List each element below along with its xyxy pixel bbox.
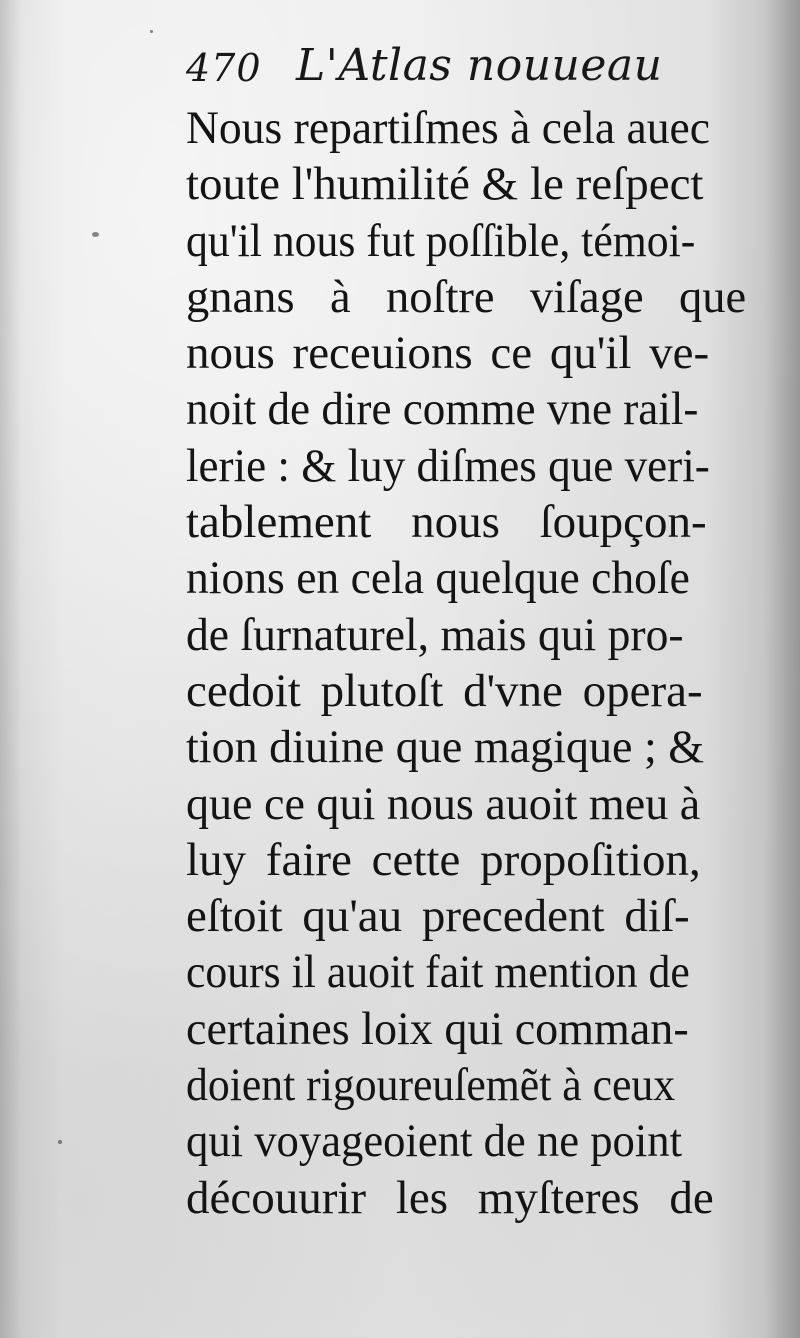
- text-line-7: [186, 438, 746, 494]
- text-line-content: certaines loix qui comman-: [186, 1002, 689, 1055]
- text-line-12: [186, 719, 746, 775]
- text-line-content: qui voyageoient de ne point: [186, 1115, 683, 1168]
- text-line-11: [186, 663, 746, 719]
- text-line-8: [186, 494, 746, 550]
- text-line-17: [186, 1001, 746, 1057]
- text-line-14: [186, 832, 746, 888]
- text-line-18: [186, 1057, 746, 1113]
- text-line-content: que ce qui nous auoit meu à: [186, 777, 701, 830]
- text-line-19: [186, 1113, 746, 1169]
- ink-speck: [58, 1140, 62, 1144]
- text-line-16: [186, 944, 746, 1000]
- text-line-content: nous receuions ce qu'il ve-: [186, 327, 710, 380]
- running-title: L'Atlas nouueau: [296, 40, 663, 91]
- text-line-content: tablement nous ſoupçon-: [186, 496, 707, 549]
- text-line-2: [186, 156, 746, 212]
- body-text: [186, 100, 746, 1226]
- page-gutter-shadow: [764, 0, 800, 1338]
- text-line-4: [186, 269, 746, 325]
- text-line-13: [186, 776, 746, 832]
- text-line-content: Nous repartiſmes à cela auec: [186, 102, 711, 154]
- text-line-content: cours il auoit fait mention de: [186, 946, 690, 999]
- text-line-content: qu'il nous fut poſſible, témoi-: [186, 214, 696, 267]
- text-line-content: découurir les myſteres de: [186, 1171, 714, 1224]
- text-line-content: de ſurnaturel, mais qui pro-: [186, 608, 684, 661]
- text-line-content: luy faire cette propoſition,: [186, 833, 701, 886]
- text-line-10: [186, 607, 746, 663]
- text-line-content: toute l'humilité & le reſpect: [186, 158, 704, 211]
- text-line-content: cedoit plutoſt d'vne opera-: [186, 664, 703, 717]
- text-line-content: lerie : & luy diſmes que veri-: [186, 439, 710, 492]
- text-line-content: gnans à noſtre viſage que: [186, 270, 747, 323]
- text-line-15: [186, 888, 746, 944]
- text-line-9: [186, 550, 746, 606]
- text-line-content: tion diuine que magique ; &: [186, 721, 705, 774]
- text-line-content: doient rigoureuſemẽt à ceux: [186, 1059, 676, 1112]
- running-header: [186, 36, 746, 98]
- ink-speck: [92, 232, 99, 237]
- text-line-6: [186, 381, 746, 437]
- text-line-content: nions en cela quelque choſe: [186, 552, 690, 605]
- text-line-3: [186, 213, 746, 269]
- page-left-edge-shadow: [0, 0, 22, 1338]
- text-line-content: eſtoit qu'au precedent diſ-: [186, 890, 690, 943]
- text-line-5: [186, 325, 746, 381]
- text-line-20: [186, 1170, 746, 1226]
- page-number: 470: [186, 46, 262, 90]
- text-line-content: noit de dire comme vne rail-: [186, 383, 699, 436]
- ink-speck: [150, 30, 153, 33]
- text-line-1: [186, 100, 746, 156]
